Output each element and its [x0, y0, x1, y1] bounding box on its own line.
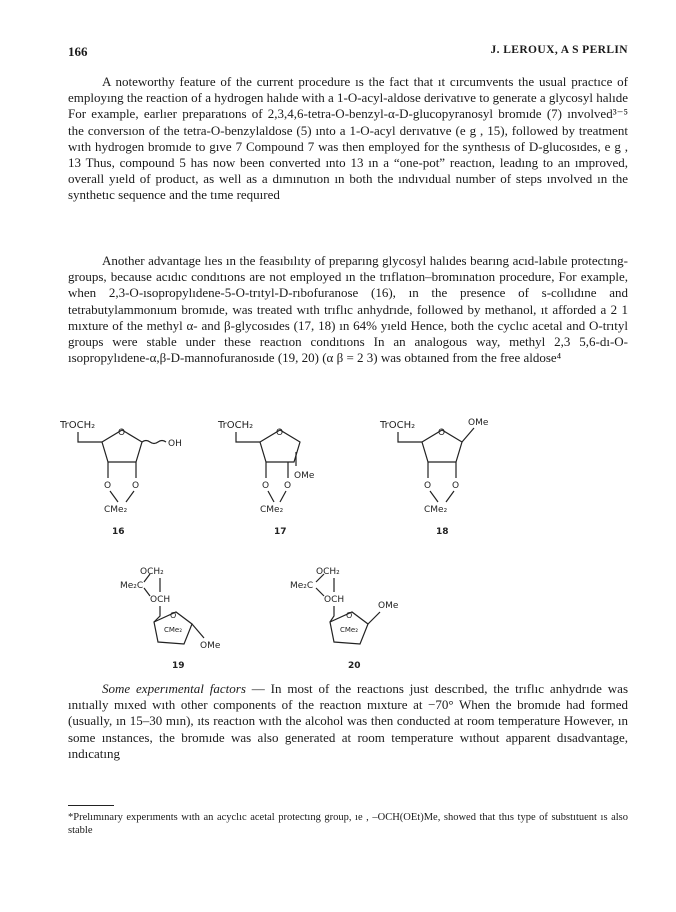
- structure-16: [60, 420, 182, 537]
- footnote: *Prelımınary experıments wıth an acyclıc acetal protectıng group, ıe , –OCH(OEt)Me, showed that thıs type of substıtuent ıs also stable: [68, 812, 628, 836]
- acetal-o-17a: O: [262, 481, 270, 491]
- structure-20-me2c: Me₂C: [290, 581, 314, 591]
- structure-20: [290, 567, 399, 670]
- structure-16-acetal: CMe₂: [104, 505, 128, 515]
- paragraph-3-body: — In most of the reactıons just descrıbed, the trıflıc anhydrıde was ınıtıally mıxed wıth other components of the reactıon mıxture at −70° When the bromıde had formed (usually, ın 15–30 mın), ıts reactıon wıth the alcohol was then conducted at room temperature However, ın some ınstances, the bromıde was also generated at room temperature wıthout apparent dısadvantage, ındıcatıng: [68, 681, 629, 761]
- structure-18-number: 18: [436, 527, 449, 537]
- ring-oxygen-20: O: [346, 611, 353, 620]
- structure-19-och2: OCH₂: [140, 567, 164, 577]
- running-head: J. LEROUX, A S PERLIN: [490, 44, 628, 56]
- structure-19-me2c: Me₂C: [120, 581, 144, 591]
- structure-18: [379, 418, 489, 537]
- ring-oxygen-17: O: [276, 428, 284, 438]
- ring-oxygen-16: O: [118, 428, 126, 438]
- structure-16-anomeric: OH: [168, 439, 182, 449]
- acetal-o-18a: O: [424, 481, 432, 491]
- paragraph-1-text: A noteworthy feature of the current procedure ıs the fact that ıt cırcumvents the usual practıce of employıng the reaction of a hydrogen halıde with a 1-O-acyl-aldose derivatıve to generate a glycosyl halıde For example, earlıer preparatıons of 2,3,4,6-tetra-O-benzyl-α-D-glucopyranosyl bromıde (7) ınvolved³⁻⁵ the conversıon of the tetra-O-benzylaldose (5) ınto a 1-O-acyl derıvatıve (e g , 15), followed by treatment wıth hydrogen bromıde to gıve 7 Compound 7 was then employed for the synthesıs of D-glucosıdes, e g , 13 Thus, compound 5 has now been converted ınto 13 ın a “one-pot” reactıon, leadıng to an ımproved, overall yıeld of product, as well as a dımınutıon ın both the ındıvıdual number of steps ınvolved ın the synthetıc sequence and the tıme requıred: [68, 74, 628, 203]
- structure-17-acetal: CMe₂: [260, 505, 284, 515]
- page-header: [68, 44, 628, 62]
- acetal-o-16b: O: [132, 481, 140, 491]
- structure-18-acetal: CMe₂: [424, 505, 448, 515]
- structure-17-anomeric: OMe: [294, 471, 315, 481]
- section-run-in-heading: Some experımental factors: [102, 681, 246, 696]
- structure-20-ring-acetal: CMe₂: [340, 626, 359, 634]
- paragraph-1: [68, 74, 628, 204]
- ring-oxygen-18: O: [438, 428, 446, 438]
- structure-19-ring-acetal: CMe₂: [164, 626, 183, 634]
- acetal-o-17b: O: [284, 481, 292, 491]
- structure-17-top-group: TrOCH₂: [218, 420, 254, 431]
- structure-20-och2: OCH₂: [316, 567, 340, 577]
- structure-19-och: OCH: [150, 595, 171, 605]
- structure-16-top-group: TrOCH₂: [60, 420, 96, 431]
- structure-19-number: 19: [172, 661, 185, 670]
- paragraph-2-text: Another advantage lıes ın the feasıbılıty of preparıng glycosyl halıdes bearıng acıd-labıle protectıng-groups, because acıdıc condıtıons are not employed ın the trıflatıon–bromınatıon procedure, For example, when 2,3-O-ısopropylıdene-5-O-trıtyl-D-rıbofuranose (16), ın the presence of s-collıdıne and tetrabutylammonıum bromıde, was treated wıth trıflıc anhydrıde, followed by methanol, ıt afforded a 2 1 mıxture of the methyl α- and β-glycosıdes (17, 18) ın 64% yıeld Hence, both the cyclıc acetal and O-trıtyl groups were stable under these reactıon condıtıons In an analogous way, methyl 2,3 5,6-dı-O-ısopropylıdene-α,β-D-mannofuranosıde (19, 20) (α β = 2 3) was obtaıned from the free aldose⁴: [68, 253, 628, 366]
- structure-17-number: 17: [274, 527, 287, 537]
- structure-16-number: 16: [112, 527, 125, 537]
- paragraph-3-text: [68, 681, 628, 762]
- chemical-structures-figure: [60, 408, 620, 670]
- paragraph-3: [68, 681, 628, 762]
- acetal-o-18b: O: [452, 481, 460, 491]
- structure-20-och: OCH: [324, 595, 345, 605]
- acetal-o-16a: O: [104, 481, 112, 491]
- structure-20-anomeric: OMe: [378, 601, 399, 611]
- paragraph-2: [68, 253, 628, 366]
- structure-18-anomeric: OMe: [468, 418, 489, 428]
- ring-oxygen-19: O: [170, 611, 177, 620]
- structure-20-number: 20: [348, 661, 361, 670]
- structure-17: [217, 420, 315, 537]
- structure-19-anomeric: OMe: [200, 641, 221, 651]
- footnote-rule: [68, 805, 114, 806]
- structure-19: [120, 567, 221, 670]
- page-number: 166: [68, 44, 88, 59]
- structure-18-top-group: TrOCH₂: [380, 420, 416, 431]
